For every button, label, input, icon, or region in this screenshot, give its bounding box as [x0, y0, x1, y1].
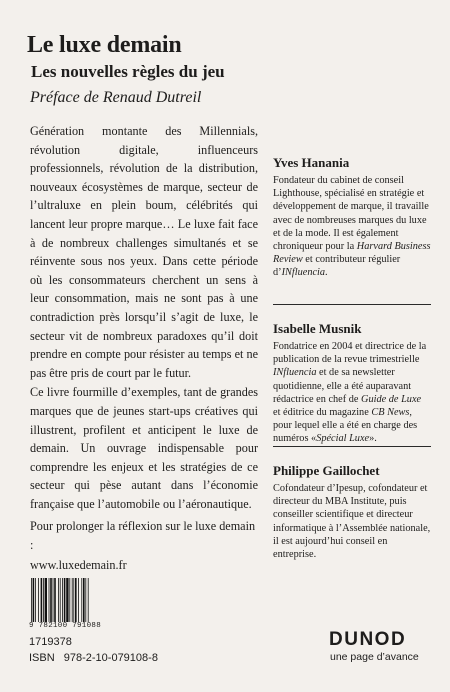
barcode-bar	[54, 578, 56, 622]
blurb-paragraph: Génération montante des Millennials, révolution digitale, influenceurs professionnels, révolution de la distribution, nouveaux écosystèmes de marque, secteur de l’ultraluxe en plein boum, célébrités qui lancent leur propre marque… Le luxe fait face à de nombreux challenges simultanés et se réinvente sous nos yeux. Dans cette période où les consommateurs cherchent un sens à leur consommation, mais ne sont pas à une contradiction près lorsqu’il s’agit de luxe, le secteur vit de nombreux paradoxes qu’il doit prendre en compte pour résister au temps et ne pas être pris de court par le futur.	[30, 124, 258, 380]
barcode-bar	[38, 578, 39, 622]
isbn-number: 978-2-10-079108-8	[63, 652, 158, 664]
barcode-bar	[60, 578, 61, 622]
author-name: Yves Hanania	[273, 155, 350, 170]
product-code: 1719378	[29, 636, 72, 648]
author-block	[273, 154, 431, 280]
barcode	[29, 578, 112, 622]
barcode-bar	[83, 578, 85, 622]
barcode-bar	[35, 578, 36, 622]
barcode-bar	[81, 578, 82, 622]
barcode-bar	[49, 578, 50, 622]
barcode-bar	[58, 578, 59, 622]
isbn-label: ISBN	[29, 652, 55, 664]
barcode-bar	[66, 578, 68, 622]
barcode-bar	[75, 578, 77, 622]
website-link[interactable]: www.luxedemain.fr	[30, 557, 127, 572]
author-name: Philippe Gaillochet	[273, 463, 380, 478]
barcode-bar	[64, 578, 66, 622]
barcode-bar	[88, 578, 89, 622]
isbn-line	[29, 652, 158, 664]
barcode-bar	[45, 578, 47, 622]
blurb-paragraph: Pour prolonger la réflexion sur le luxe demain :	[30, 519, 256, 553]
barcode-bar	[33, 578, 35, 622]
barcode-bar	[72, 578, 73, 622]
barcode-bar	[69, 578, 70, 622]
barcode-bar	[62, 578, 63, 622]
book-title: Le luxe demain	[27, 32, 182, 58]
author-name: Isabelle Musnik	[273, 321, 362, 336]
barcode-bar	[78, 578, 79, 622]
barcode-digits: 9 782100 791088	[29, 622, 102, 630]
barcode-bar	[85, 578, 86, 622]
barcode-bar	[43, 578, 44, 622]
author-block	[273, 320, 431, 446]
barcode-bar	[31, 578, 32, 622]
barcode-bar	[50, 578, 52, 622]
barcode-bar	[53, 578, 54, 622]
preface-credit: Préface de Renaud Dutreil	[30, 89, 202, 106]
barcode-bar	[73, 578, 74, 622]
blurb-paragraph: Ce livre fourmille d’exemples, tant de grandes marques que de jeunes start-ups créatives qui illustrent, profilent et anticipent le luxe de demain. Un ouvrage indispensable pour comprendre les enjeux et les stratégies de ce secteur qui pèse autant dans l’économie française que l’automobile ou l’aéronautique.	[30, 385, 258, 511]
author-bio: Fondateur du cabinet de conseil Lighthouse, spécialisé en stratégie et développement de marque, il travaille avec de nombreuses marques du luxe et de la mode. Il est également chroniqueur pour la Harvard Business Review et contributeur régulier d’INfluencia.	[273, 175, 431, 279]
barcode-graphic	[29, 578, 112, 622]
author-bio: Cofondateur d’Ipesup, cofondateur et directeur du MBA Institute, puis conseiller scientifique et directeur informatique à l’Assemblée nationale, il est aujourd’hui conseil en entreprise.	[273, 483, 431, 561]
publisher-logo: DUNOD	[329, 629, 407, 650]
book-subtitle: Les nouvelles règles du jeu	[31, 62, 225, 81]
blurb	[30, 122, 258, 575]
author-bio: Fondatrice en 2004 et directrice de la publication de la revue trimestrielle INfluencia et de sa newsletter quotidienne, elle a été auparavant rédactrice en chef de Guide de Luxe et éditrice du magazine CB News, pour lequel elle a été en charge des numéros «Spécial Luxe».	[273, 341, 427, 445]
barcode-bar	[41, 578, 43, 622]
author-block	[273, 462, 431, 561]
publisher-tagline: une page d’avance	[330, 651, 419, 663]
